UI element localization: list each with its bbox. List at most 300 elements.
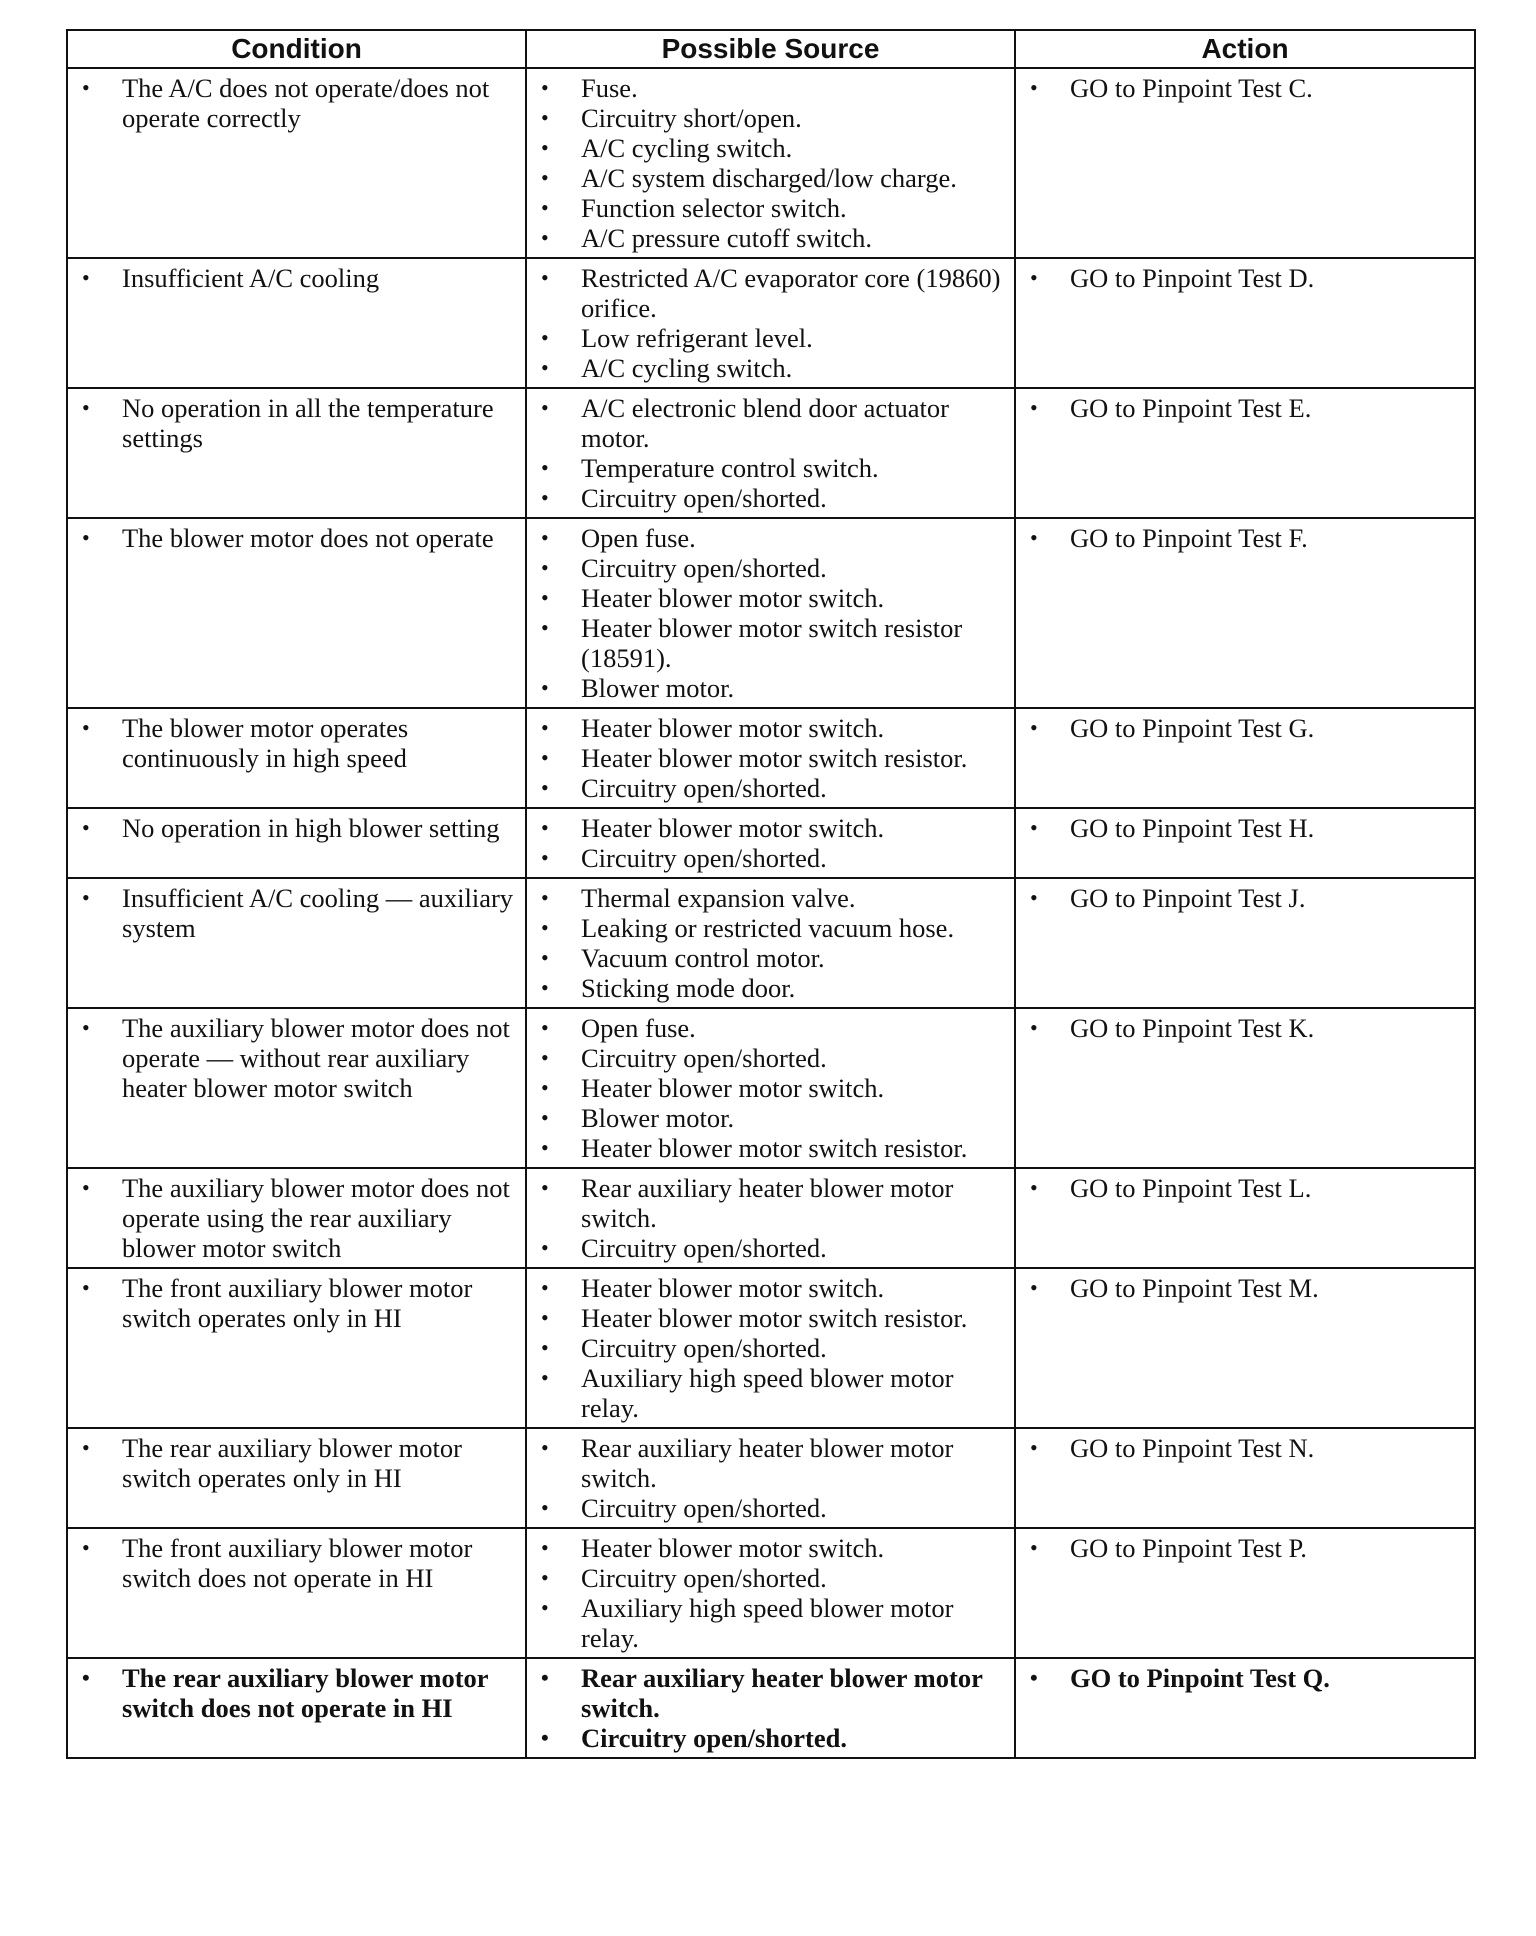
action-item — [1024, 813, 1466, 843]
table-row — [67, 1428, 1475, 1528]
source-text: Open fuse. — [581, 523, 696, 553]
condition-list — [76, 523, 517, 553]
bullet-icon: • — [541, 1175, 549, 1200]
condition-list — [76, 263, 517, 293]
header-possible-source: Possible Source — [526, 30, 1015, 68]
symptom-chart-table — [66, 29, 1476, 1759]
source-text: Circuitry open/shorted. — [581, 773, 827, 803]
action-cell — [1015, 878, 1475, 1008]
condition-text: The rear auxiliary blower motor switch does not operate in HI — [122, 1663, 489, 1723]
source-text: Low refrigerant level. — [581, 323, 813, 353]
action-list — [1024, 1663, 1466, 1693]
source-item — [535, 973, 1006, 1003]
bullet-icon: • — [541, 1365, 549, 1390]
condition-text: The front auxiliary blower motor switch operates only in HI — [122, 1273, 473, 1333]
bullet-icon: • — [1030, 1435, 1038, 1460]
condition-cell — [67, 1428, 526, 1528]
source-item — [535, 673, 1006, 703]
action-cell — [1015, 808, 1475, 878]
table-row — [67, 518, 1475, 708]
bullet-icon: • — [541, 1665, 549, 1690]
bullet-icon: • — [541, 165, 549, 190]
condition-list — [76, 883, 517, 943]
source-list — [535, 1533, 1006, 1653]
source-item — [535, 1663, 1006, 1723]
source-item — [535, 583, 1006, 613]
source-text: Heater blower motor switch. — [581, 1273, 885, 1303]
source-item — [535, 943, 1006, 973]
bullet-icon: • — [541, 1135, 549, 1160]
action-cell — [1015, 388, 1475, 518]
condition-list — [76, 73, 517, 133]
bullet-icon: • — [541, 615, 549, 640]
bullet-icon: • — [541, 105, 549, 130]
action-list — [1024, 1173, 1466, 1203]
bullet-icon: • — [541, 225, 549, 250]
source-item — [535, 453, 1006, 483]
condition-list — [76, 1273, 517, 1333]
source-item — [535, 1593, 1006, 1653]
condition-list — [76, 1433, 517, 1493]
source-list — [535, 1173, 1006, 1263]
source-text: A/C pressure cutoff switch. — [581, 223, 872, 253]
source-item — [535, 193, 1006, 223]
bullet-icon: • — [541, 915, 549, 940]
action-cell — [1015, 1528, 1475, 1658]
action-cell — [1015, 708, 1475, 808]
condition-item — [76, 393, 517, 453]
action-cell — [1015, 258, 1475, 388]
bullet-icon: • — [541, 845, 549, 870]
source-text: Vacuum control motor. — [581, 943, 825, 973]
action-text: GO to Pinpoint Test E. — [1070, 393, 1312, 423]
source-text: Temperature control switch. — [581, 453, 879, 483]
source-text: Circuitry short/open. — [581, 103, 802, 133]
source-item — [535, 1493, 1006, 1523]
bullet-icon: • — [541, 395, 549, 420]
condition-item — [76, 813, 517, 843]
condition-cell — [67, 518, 526, 708]
source-text: Function selector switch. — [581, 193, 847, 223]
bullet-icon: • — [541, 1435, 549, 1460]
source-item — [535, 133, 1006, 163]
source-text: A/C system discharged/low charge. — [581, 163, 957, 193]
table-header — [67, 30, 1475, 68]
header-condition: Condition — [67, 30, 526, 68]
condition-text: The blower motor does not operate — [122, 523, 494, 553]
source-list — [535, 1663, 1006, 1753]
source-text: Heater blower motor switch. — [581, 713, 885, 743]
condition-cell — [67, 808, 526, 878]
source-cell — [526, 68, 1015, 258]
source-item — [535, 713, 1006, 743]
bullet-icon: • — [541, 885, 549, 910]
source-item — [535, 1103, 1006, 1133]
action-list — [1024, 1533, 1466, 1563]
action-list — [1024, 523, 1466, 553]
source-list — [535, 523, 1006, 703]
bullet-icon: • — [1030, 525, 1038, 550]
table-row — [67, 808, 1475, 878]
table-body — [67, 68, 1475, 1758]
bullet-icon: • — [541, 1595, 549, 1620]
action-list — [1024, 263, 1466, 293]
bullet-icon: • — [82, 1275, 90, 1300]
bullet-icon: • — [82, 75, 90, 100]
condition-item — [76, 263, 517, 293]
action-item — [1024, 713, 1466, 743]
bullet-icon: • — [541, 1275, 549, 1300]
source-text: Auxiliary high speed blower motor relay. — [581, 1363, 954, 1423]
action-text: GO to Pinpoint Test F. — [1070, 523, 1308, 553]
bullet-icon: • — [541, 75, 549, 100]
action-text: GO to Pinpoint Test G. — [1070, 713, 1315, 743]
bullet-icon: • — [541, 455, 549, 480]
action-list — [1024, 1273, 1466, 1303]
source-text: Auxiliary high speed blower motor relay. — [581, 1593, 954, 1653]
bullet-icon: • — [1030, 75, 1038, 100]
action-list — [1024, 1013, 1466, 1043]
condition-cell — [67, 878, 526, 1008]
bullet-icon: • — [541, 485, 549, 510]
bullet-icon: • — [541, 745, 549, 770]
bullet-icon: • — [541, 1075, 549, 1100]
bullet-icon: • — [1030, 1275, 1038, 1300]
condition-item — [76, 1273, 517, 1333]
source-text: Heater blower motor switch. — [581, 813, 885, 843]
action-text: GO to Pinpoint Test H. — [1070, 813, 1315, 843]
bullet-icon: • — [541, 1725, 549, 1750]
action-item — [1024, 393, 1466, 423]
bullet-icon: • — [541, 775, 549, 800]
source-list — [535, 713, 1006, 803]
action-item — [1024, 523, 1466, 553]
source-text: Open fuse. — [581, 1013, 696, 1043]
table-row — [67, 1268, 1475, 1428]
bullet-icon: • — [541, 325, 549, 350]
action-item — [1024, 1533, 1466, 1563]
bullet-icon: • — [82, 1175, 90, 1200]
table-row — [67, 708, 1475, 808]
bullet-icon: • — [82, 1535, 90, 1560]
source-list — [535, 1013, 1006, 1163]
bullet-icon: • — [541, 135, 549, 160]
bullet-icon: • — [1030, 1015, 1038, 1040]
source-text: Sticking mode door. — [581, 973, 796, 1003]
source-item — [535, 1233, 1006, 1263]
source-cell — [526, 518, 1015, 708]
condition-item — [76, 523, 517, 553]
source-list — [535, 263, 1006, 383]
table-row — [67, 1008, 1475, 1168]
source-item — [535, 553, 1006, 583]
source-text: Blower motor. — [581, 673, 735, 703]
source-cell — [526, 708, 1015, 808]
bullet-icon: • — [82, 525, 90, 550]
source-text: Rear auxiliary heater blower motor switch. — [581, 1433, 954, 1493]
source-text: Blower motor. — [581, 1103, 735, 1133]
source-cell — [526, 388, 1015, 518]
condition-cell — [67, 1528, 526, 1658]
table-row — [67, 1658, 1475, 1758]
action-item — [1024, 73, 1466, 103]
condition-list — [76, 1533, 517, 1593]
bullet-icon: • — [541, 1335, 549, 1360]
bullet-icon: • — [541, 265, 549, 290]
action-item — [1024, 263, 1466, 293]
condition-cell — [67, 1168, 526, 1268]
condition-list — [76, 1013, 517, 1103]
source-item — [535, 1433, 1006, 1493]
source-cell — [526, 1528, 1015, 1658]
condition-list — [76, 813, 517, 843]
action-item — [1024, 1433, 1466, 1463]
source-list — [535, 1433, 1006, 1523]
table-row — [67, 1168, 1475, 1268]
bullet-icon: • — [82, 1015, 90, 1040]
action-item — [1024, 1173, 1466, 1203]
source-item — [535, 613, 1006, 673]
bullet-icon: • — [1030, 715, 1038, 740]
bullet-icon: • — [1030, 1665, 1038, 1690]
bullet-icon: • — [1030, 815, 1038, 840]
source-item — [535, 1013, 1006, 1043]
source-item — [535, 323, 1006, 353]
condition-text: No operation in all the temperature settings — [122, 393, 494, 453]
source-item — [535, 1333, 1006, 1363]
bullet-icon: • — [541, 1235, 549, 1260]
action-item — [1024, 883, 1466, 913]
action-cell — [1015, 1008, 1475, 1168]
bullet-icon: • — [541, 1045, 549, 1070]
condition-item — [76, 73, 517, 133]
source-text: Fuse. — [581, 73, 638, 103]
condition-cell — [67, 258, 526, 388]
bullet-icon: • — [541, 1565, 549, 1590]
source-text: Circuitry open/shorted. — [581, 483, 827, 513]
source-text: Circuitry open/shorted. — [581, 1723, 847, 1753]
source-text: Rear auxiliary heater blower motor switch. — [581, 1663, 983, 1723]
bullet-icon: • — [82, 395, 90, 420]
source-item — [535, 1723, 1006, 1753]
table-row — [67, 388, 1475, 518]
source-list — [535, 813, 1006, 873]
condition-cell — [67, 68, 526, 258]
bullet-icon: • — [82, 1665, 90, 1690]
bullet-icon: • — [541, 945, 549, 970]
condition-text: The rear auxiliary blower motor switch operates only in HI — [122, 1433, 462, 1493]
condition-item — [76, 883, 517, 943]
action-text: GO to Pinpoint Test D. — [1070, 263, 1315, 293]
source-text: Thermal expansion valve. — [581, 883, 856, 913]
bullet-icon: • — [541, 975, 549, 1000]
bullet-icon: • — [1030, 1535, 1038, 1560]
bullet-icon: • — [82, 265, 90, 290]
table-row — [67, 1528, 1475, 1658]
source-item — [535, 1273, 1006, 1303]
bullet-icon: • — [82, 1435, 90, 1460]
source-text: Rear auxiliary heater blower motor switch. — [581, 1173, 954, 1233]
source-text: Circuitry open/shorted. — [581, 1563, 827, 1593]
condition-text: Insufficient A/C cooling — auxiliary system — [122, 883, 514, 943]
source-text: Heater blower motor switch resistor (18591). — [581, 613, 963, 673]
source-list — [535, 73, 1006, 253]
source-item — [535, 223, 1006, 253]
source-item — [535, 353, 1006, 383]
source-text: Heater blower motor switch resistor. — [581, 743, 968, 773]
source-item — [535, 73, 1006, 103]
source-cell — [526, 878, 1015, 1008]
source-text: Circuitry open/shorted. — [581, 1493, 827, 1523]
action-list — [1024, 713, 1466, 743]
bullet-icon: • — [541, 1495, 549, 1520]
source-list — [535, 393, 1006, 513]
source-item — [535, 1073, 1006, 1103]
source-cell — [526, 258, 1015, 388]
action-list — [1024, 393, 1466, 423]
source-item — [535, 813, 1006, 843]
source-text: Circuitry open/shorted. — [581, 553, 827, 583]
condition-item — [76, 1173, 517, 1263]
source-text: Circuitry open/shorted. — [581, 1333, 827, 1363]
condition-list — [76, 1173, 517, 1263]
action-cell — [1015, 1268, 1475, 1428]
condition-item — [76, 1663, 517, 1723]
source-item — [535, 1563, 1006, 1593]
action-text: GO to Pinpoint Test L. — [1070, 1173, 1312, 1203]
condition-item — [76, 1433, 517, 1493]
action-cell — [1015, 1428, 1475, 1528]
source-item — [535, 263, 1006, 323]
source-item — [535, 483, 1006, 513]
source-item — [535, 523, 1006, 553]
bullet-icon: • — [541, 1305, 549, 1330]
condition-text: Insufficient A/C cooling — [122, 263, 380, 293]
action-item — [1024, 1663, 1466, 1693]
source-text: Circuitry open/shorted. — [581, 1043, 827, 1073]
bullet-icon: • — [541, 815, 549, 840]
table-row — [67, 258, 1475, 388]
condition-cell — [67, 1268, 526, 1428]
source-text: A/C cycling switch. — [581, 353, 793, 383]
source-item — [535, 743, 1006, 773]
bullet-icon: • — [541, 585, 549, 610]
source-text: Circuitry open/shorted. — [581, 843, 827, 873]
bullet-icon: • — [541, 195, 549, 220]
condition-cell — [67, 1008, 526, 1168]
action-text: GO to Pinpoint Test P. — [1070, 1533, 1307, 1563]
bullet-icon: • — [1030, 885, 1038, 910]
source-item — [535, 1043, 1006, 1073]
condition-cell — [67, 388, 526, 518]
bullet-icon: • — [541, 675, 549, 700]
bullet-icon: • — [541, 1105, 549, 1130]
source-item — [535, 163, 1006, 193]
table-row — [67, 68, 1475, 258]
source-item — [535, 913, 1006, 943]
action-cell — [1015, 1658, 1475, 1758]
action-text: GO to Pinpoint Test N. — [1070, 1433, 1315, 1463]
condition-text: The front auxiliary blower motor switch does not operate in HI — [122, 1533, 473, 1593]
bullet-icon: • — [1030, 265, 1038, 290]
table-row — [67, 878, 1475, 1008]
source-cell — [526, 808, 1015, 878]
source-text: Heater blower motor switch. — [581, 1533, 885, 1563]
source-text: Heater blower motor switch. — [581, 1073, 885, 1103]
condition-list — [76, 713, 517, 773]
source-item — [535, 103, 1006, 133]
condition-list — [76, 1663, 517, 1723]
source-item — [535, 1173, 1006, 1233]
source-cell — [526, 1268, 1015, 1428]
bullet-icon: • — [82, 715, 90, 740]
source-item — [535, 1363, 1006, 1423]
action-cell — [1015, 68, 1475, 258]
action-item — [1024, 1273, 1466, 1303]
bullet-icon: • — [541, 555, 549, 580]
source-item — [535, 773, 1006, 803]
action-text: GO to Pinpoint Test Q. — [1070, 1663, 1330, 1693]
source-text: Heater blower motor switch resistor. — [581, 1303, 968, 1333]
source-list — [535, 883, 1006, 1003]
action-text: GO to Pinpoint Test K. — [1070, 1013, 1315, 1043]
source-text: Leaking or restricted vacuum hose. — [581, 913, 955, 943]
source-cell — [526, 1168, 1015, 1268]
source-list — [535, 1273, 1006, 1423]
action-text: GO to Pinpoint Test J. — [1070, 883, 1306, 913]
source-text: Heater blower motor switch. — [581, 583, 885, 613]
condition-item — [76, 1013, 517, 1103]
source-text: Circuitry open/shorted. — [581, 1233, 827, 1263]
condition-text: The auxiliary blower motor does not operate using the rear auxiliary blower motor switch — [122, 1173, 510, 1263]
condition-cell — [67, 708, 526, 808]
bullet-icon: • — [541, 1015, 549, 1040]
source-text: Heater blower motor switch resistor. — [581, 1133, 968, 1163]
action-item — [1024, 1013, 1466, 1043]
action-list — [1024, 813, 1466, 843]
source-item — [535, 1133, 1006, 1163]
bullet-icon: • — [1030, 1175, 1038, 1200]
source-cell — [526, 1428, 1015, 1528]
action-list — [1024, 73, 1466, 103]
action-list — [1024, 1433, 1466, 1463]
source-text: A/C cycling switch. — [581, 133, 793, 163]
bullet-icon: • — [541, 715, 549, 740]
source-text: A/C electronic blend door actuator motor. — [581, 393, 949, 453]
action-list — [1024, 883, 1466, 913]
action-cell — [1015, 1168, 1475, 1268]
condition-item — [76, 713, 517, 773]
action-text: GO to Pinpoint Test M. — [1070, 1273, 1319, 1303]
bullet-icon: • — [541, 355, 549, 380]
condition-text: The blower motor operates continuously in high speed — [122, 713, 409, 773]
header-row — [67, 30, 1475, 68]
condition-cell — [67, 1658, 526, 1758]
header-action: Action — [1015, 30, 1475, 68]
source-cell — [526, 1008, 1015, 1168]
source-item — [535, 843, 1006, 873]
source-item — [535, 1303, 1006, 1333]
bullet-icon: • — [541, 525, 549, 550]
condition-text: No operation in high blower setting — [122, 813, 500, 843]
action-cell — [1015, 518, 1475, 708]
source-text: Restricted A/C evaporator core (19860) orifice. — [581, 263, 1001, 323]
bullet-icon: • — [1030, 395, 1038, 420]
condition-text: The auxiliary blower motor does not operate — without rear auxiliary heater blower motor switch — [122, 1013, 510, 1103]
condition-text: The A/C does not operate/does not operate correctly — [122, 73, 490, 133]
source-cell — [526, 1658, 1015, 1758]
source-item — [535, 883, 1006, 913]
